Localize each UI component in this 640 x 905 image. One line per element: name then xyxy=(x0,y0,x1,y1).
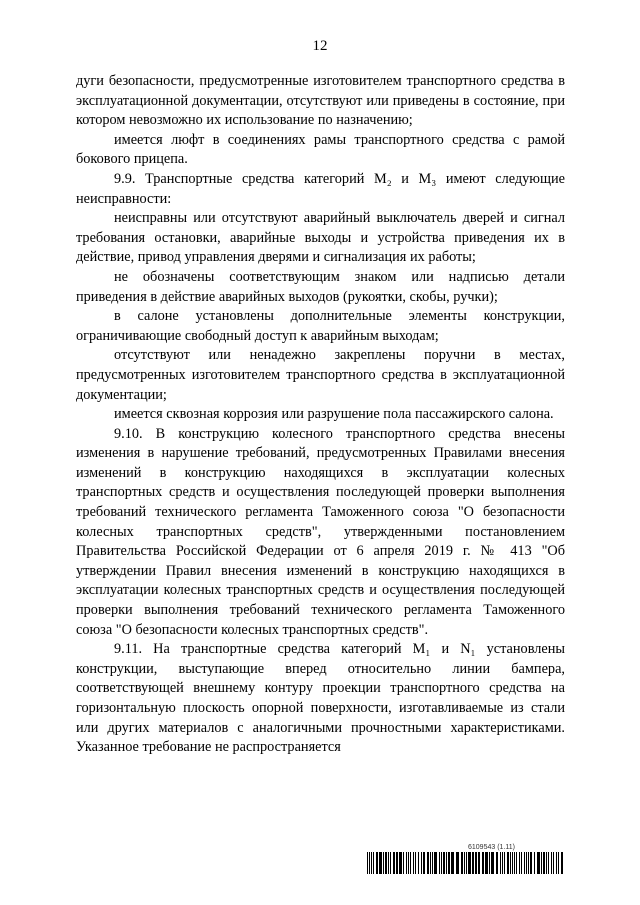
document-code: 6109543 (1.11) xyxy=(468,844,515,851)
paragraph: неисправны или отсутствуют аварийный выключатель дверей и сигнал требования остановки, аварийные выходы и устройства приведения их в действие, привод управления дверями и сигнализация их работы; xyxy=(76,210,565,266)
paragraph: дуги безопасности, предусмотренные изготовителем транспортного средства в эксплуатационной документации, отсутствуют или приведены в состояние, при котором невозможно их использование по назначению; xyxy=(76,73,565,129)
paragraph: в салоне установлены дополнительные элементы конструкции, ограничивающие свободный доступ к аварийным выходам; xyxy=(76,308,565,344)
section-paragraph: 9.10. В конструкцию колесного транспортного средства внесены изменения в нарушение требований, предусмотренных Правилами внесения изменений в конструкцию находящихся в эксплуатации колесных транспортных средств и осуществления последующей проверки выполнения требований технического регламента Таможенного союза "О безопасности колесных транспортных средств", утвержденными постановлением Правительства Российской Федерации от 6 апреля 2019 г. № 413 "Об утверждении Правил внесения изменений в конструкцию находящихся в эксплуатации колесных транспортных средств и осуществления последующей проверки выполнения требований технического регламента Таможенного союза "О безопасности колесных транспортных средств". xyxy=(76,425,565,638)
section-heading-paragraph: 9.9. Транспортные средства категорий M₂ и M₃ имеют следующие неисправности: xyxy=(76,170,565,207)
paragraph: не обозначены соответствующим знаком или надписью детали приведения в действие аварийных выходов (рукоятки, скобы, ручки); xyxy=(76,268,565,305)
document-body xyxy=(76,72,565,758)
page-number: 12 xyxy=(312,38,328,54)
paragraph: имеется сквозная коррозия или разрушение пола пассажирского салона. xyxy=(114,406,554,423)
barcode-icon xyxy=(367,852,565,874)
section-paragraph: 9.11. На транспортные средства категорий M₁ и N₁ установлены конструкции, выступающие вперед относительно линии бампера, соответствующей внешнему контуру проекции транспортного средства на горизонтальную плоскость опорной поверхности, изготавливаемые из стали или других материалов с аналогичными прочностными характеристиками. Указанное требование не распространяется xyxy=(76,641,565,756)
paragraph: имеется люфт в соединениях рамы транспортного средства с рамой бокового прицепа. xyxy=(76,131,565,168)
paragraph: отсутствуют или ненадежно закреплены поручни в местах, предусмотренных изготовителем транспортного средства в эксплуатационной документации; xyxy=(76,347,565,403)
